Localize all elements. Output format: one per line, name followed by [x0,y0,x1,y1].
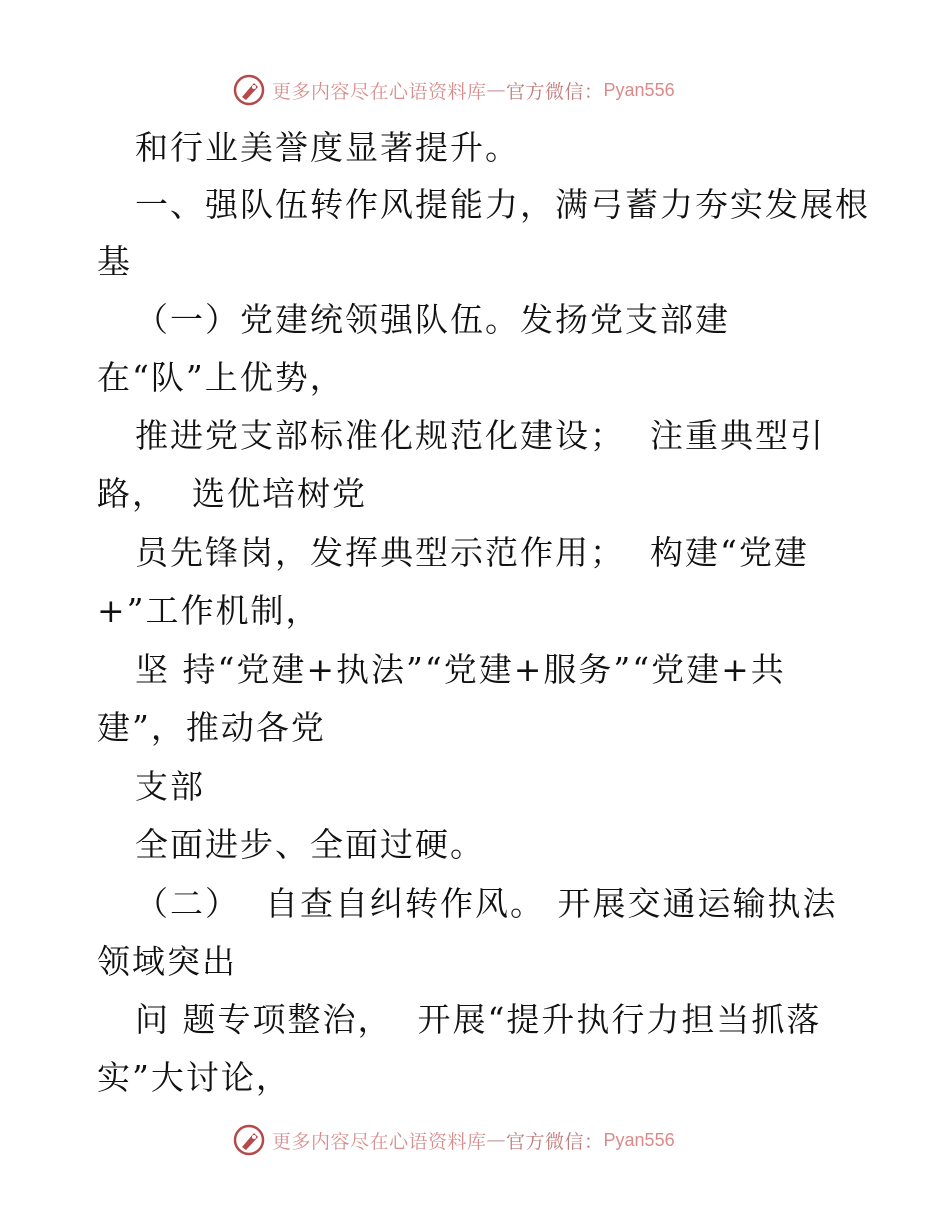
watermark-header [232,70,675,110]
body-line: 全面进步、全面过硬。 [135,825,485,864]
watermark-wechat-id: Pyan556 [603,79,675,100]
body-line: （一）党建统领强队伍。发扬党支部建 [135,300,730,339]
watermark-wechat-id: Pyan556 [603,1129,675,1150]
body-line: 员先锋岗，发挥典型示范作用； 构建“党建 [135,533,809,572]
fountain-pen-seal-icon [232,73,266,107]
body-line: 基 [97,242,132,281]
watermark-main-text: 更多内容尽在心语资料库 [272,80,487,103]
body-line: 坚 持“党建+执法”“党建+服务”“党建+共 [135,650,786,689]
body-line: 实”大讨论， [97,1058,291,1097]
body-line: 领域突出 [97,942,237,981]
body-line: 路， 选优培树党 [97,474,367,513]
body-line: 在“队”上优势， [97,358,345,397]
watermark-wechat-label: 官方微信： [506,80,604,103]
watermark-footer [232,1120,675,1160]
fountain-pen-seal-icon [232,1123,266,1157]
body-line: 支部 [135,767,205,806]
body-line: 一、强队伍转作风提能力，满弓蓄力夯实发展根 [135,185,870,224]
watermark-wechat-label: 官方微信： [506,1130,604,1153]
watermark-main-text: 更多内容尽在心语资料库 [272,1130,487,1153]
body-line: +”工作机制， [97,591,321,630]
watermark-separator: — [486,1129,507,1151]
watermark-separator: — [486,79,507,101]
body-line: 建”，推动各党 [97,708,326,747]
body-line: 推进党支部标准化规范化建设； 注重典型引 [135,416,825,455]
body-line: 问 题专项整治， 开展“提升执行力担当抓落 [135,1000,822,1039]
body-line: 和行业美誉度显著提升。 [135,128,520,167]
body-line: （二） 自查自纠转作风。 开展交通运输执法 [135,884,838,923]
